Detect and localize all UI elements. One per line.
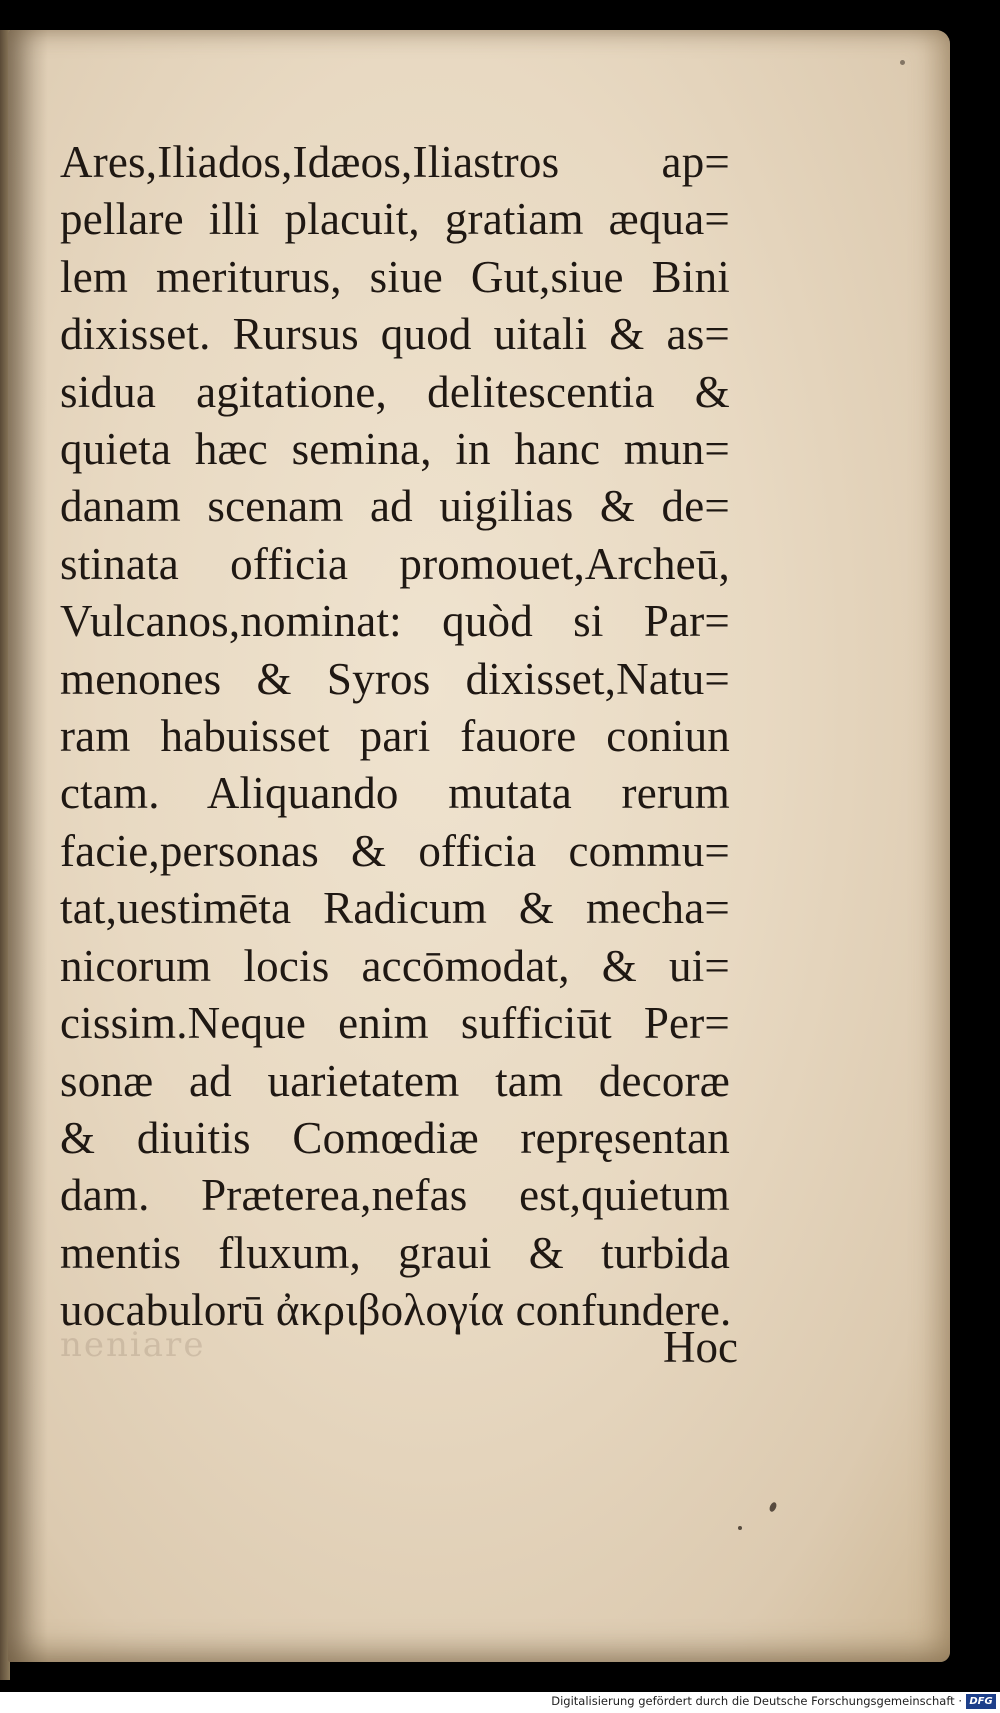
text-line: sidua agitatione, delitescentia & [60,366,730,417]
text-line: quieta hæc semina, in hanc mun= [60,424,730,475]
text-line: dixisset. Rursus quod uitali & as= [60,309,730,360]
funding-credit: Digitalisierung gefördert durch die Deutsche Forschungsgemeinschaft · [551,1694,962,1708]
body-text [60,134,750,1340]
text-line: cissim.Neque enim sufficiūt Per= [60,998,730,1049]
gutter-shadow [8,30,48,1662]
text-line: Vulcanos,nominat: quòd si Par= [60,596,730,647]
ink-speck [738,1526,742,1530]
text-line: sonæ ad uarietatem tam decoræ [60,1055,730,1106]
dfg-logo: DFG [966,1694,996,1709]
bleed-through-text: neniare [60,1325,206,1365]
text-line: Ares,Iliados,Idæos,Iliastros ap= [60,137,730,187]
text-line: stinata officia promouet,Archeū, [60,538,730,589]
text-line: mentis fluxum, graui & turbida [60,1227,730,1278]
text-line: & diuitis Comœdiæ repręsentan [60,1112,730,1163]
text-line: pellare illi placuit, gratiam æqua= [60,194,730,245]
ink-speck [900,60,905,65]
text-line: uocabulorū ἀκριβολογία confundere. [60,1285,732,1336]
text-line: ram habuisset pari fauore coniun [60,711,730,762]
text-line: ctam. Aliquando mutata rerum [60,768,730,819]
text-line: tat,uestimēta Radicum & mecha= [60,883,730,934]
text-line: lem meriturus, siue Gut,siue Bini [60,251,730,302]
text-line: menones & Syros dixisset,Natu= [60,653,730,704]
text-line: facie,personas & officia commu= [60,825,730,876]
text-line: dam. Præterea,nefas est,quietum [60,1170,730,1221]
text-line: nicorum locis accōmodat, & ui= [60,940,730,991]
text-line: danam scenam ad uigilias & de= [60,481,730,532]
catchword: Hoc [663,1322,738,1372]
